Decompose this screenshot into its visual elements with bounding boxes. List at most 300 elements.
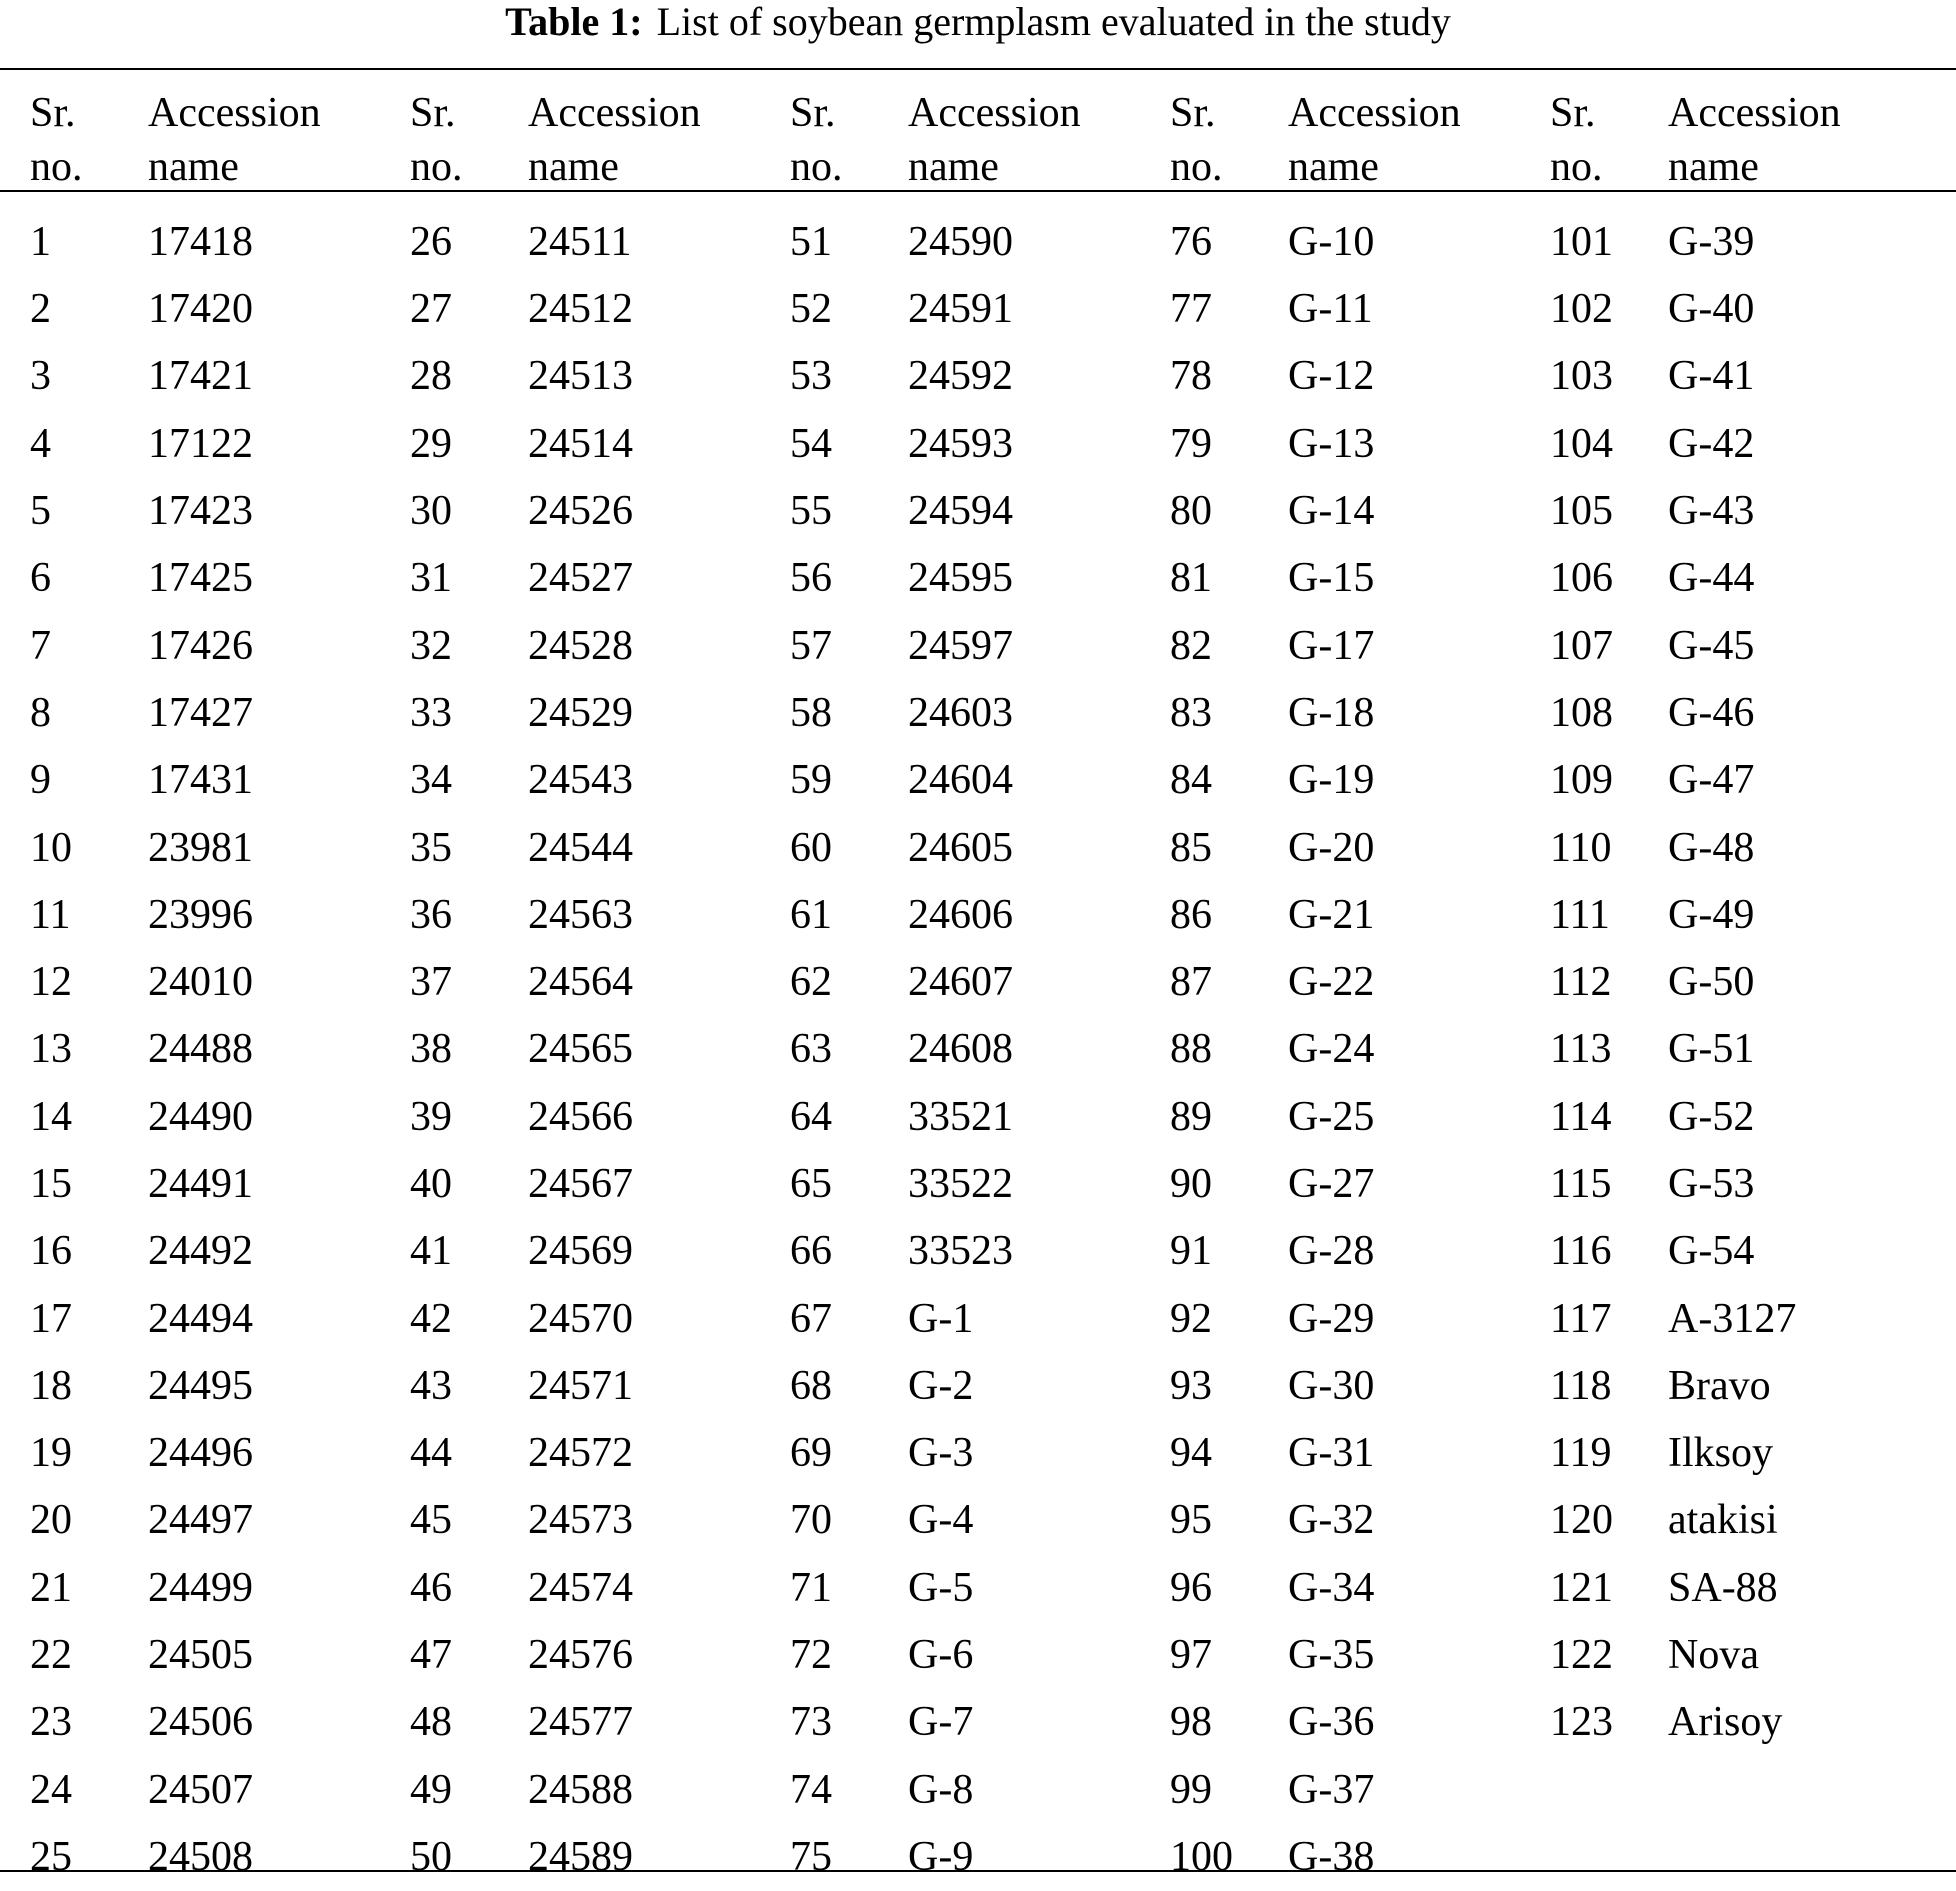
header-accession-name (880, 70, 1140, 194)
accession-name-cell: G-25 (1288, 1093, 1375, 1140)
accession-name-cell: 24593 (908, 420, 1013, 467)
sr-no-cell: 8 (30, 689, 51, 736)
table-header (0, 70, 1956, 194)
accession-name-cell: A-3127 (1668, 1295, 1797, 1342)
sr-no-cell: 32 (410, 622, 452, 669)
sr-no-cell: 102 (1550, 286, 1613, 333)
header-sr-line2: no. (410, 144, 463, 190)
sr-no-cell: 23 (30, 1699, 72, 1746)
header-sr-no (1140, 70, 1260, 194)
accession-name-cell: 23981 (148, 824, 253, 871)
sr-no-cell: 46 (410, 1564, 452, 1611)
sr-no-cell: 87 (1170, 959, 1212, 1006)
sr-no-cell: 95 (1170, 1497, 1212, 1544)
table-caption-label: Table 1: (505, 0, 643, 44)
header-acc-line2: name (528, 144, 619, 190)
table-caption (0, 0, 1956, 56)
accession-name-cell: Ilksoy (1668, 1430, 1773, 1477)
table-row (0, 882, 1956, 949)
accession-name-cell: 24512 (528, 286, 633, 333)
sr-no-cell: 68 (790, 1362, 832, 1409)
sr-no-cell: 99 (1170, 1766, 1212, 1813)
sr-no-cell: 113 (1550, 1026, 1612, 1073)
sr-no-cell: 93 (1170, 1362, 1212, 1409)
header-sr-line1: Sr. (1550, 90, 1596, 136)
sr-no-cell: 41 (410, 1228, 452, 1275)
table-row (0, 276, 1956, 343)
sr-no-cell: 40 (410, 1161, 452, 1207)
sr-no-cell: 51 (790, 218, 832, 265)
accession-name-cell: G-49 (1668, 891, 1755, 938)
sr-no-cell: 90 (1170, 1161, 1212, 1207)
sr-no-cell: 12 (30, 959, 72, 1006)
accession-name-cell: 24564 (528, 959, 633, 1006)
accession-name-cell: 24513 (528, 353, 633, 400)
sr-no-cell: 64 (790, 1093, 832, 1140)
accession-name-cell: 24607 (908, 959, 1013, 1006)
accession-name-cell: 24491 (148, 1161, 253, 1207)
sr-no-cell: 77 (1170, 286, 1212, 333)
sr-no-cell: 3 (30, 353, 51, 400)
sr-no-cell: 76 (1170, 218, 1212, 265)
sr-no-cell: 107 (1550, 622, 1613, 669)
accession-name-cell: 24565 (528, 1026, 633, 1073)
accession-name-cell: G-41 (1668, 353, 1755, 400)
accession-name-cell: 24494 (148, 1295, 253, 1342)
sr-no-cell: 75 (790, 1833, 832, 1880)
sr-no-cell: 34 (410, 757, 452, 804)
accession-name-cell: 24594 (908, 488, 1013, 535)
accession-name-cell: Arisoy (1668, 1699, 1783, 1746)
sr-no-cell: 13 (30, 1026, 72, 1073)
sr-no-cell: 17 (30, 1295, 72, 1342)
sr-no-cell: 84 (1170, 757, 1212, 804)
accession-name-cell: 24527 (528, 555, 633, 602)
table-row (0, 1016, 1956, 1083)
sr-no-cell: 57 (790, 622, 832, 669)
sr-no-cell: 94 (1170, 1430, 1212, 1477)
accession-name-cell: 24590 (908, 218, 1013, 265)
sr-no-cell: 100 (1170, 1833, 1233, 1880)
sr-no-cell: 25 (30, 1833, 72, 1880)
table-row (0, 1218, 1956, 1285)
header-sr-line1: Sr. (1170, 90, 1216, 136)
sr-no-cell: 65 (790, 1161, 832, 1207)
accession-name-cell: G-3 (908, 1430, 974, 1477)
sr-no-cell: 47 (410, 1632, 452, 1679)
accession-name-cell: 33522 (908, 1161, 1013, 1207)
accession-name-cell: G-42 (1668, 420, 1755, 467)
header-row (0, 70, 1956, 194)
accession-name-cell: G-13 (1288, 420, 1375, 467)
sr-no-cell (1520, 1757, 1640, 1824)
header-acc-line2: name (908, 144, 999, 190)
accession-name-cell: G-40 (1668, 286, 1755, 333)
accession-name-cell: 17425 (148, 555, 253, 602)
sr-no-cell: 2 (30, 286, 51, 333)
sr-no-cell: 28 (410, 353, 452, 400)
accession-name-cell: G-20 (1288, 824, 1375, 871)
accession-name-cell: G-43 (1668, 488, 1755, 535)
accession-name-cell: G-9 (908, 1833, 974, 1880)
sr-no-cell: 61 (790, 891, 832, 938)
sr-no-cell: 108 (1550, 689, 1613, 736)
sr-no-cell: 119 (1550, 1430, 1612, 1477)
sr-no-cell: 7 (30, 622, 51, 669)
sr-no-cell: 109 (1550, 757, 1613, 804)
table-row (0, 411, 1956, 478)
sr-no-cell: 44 (410, 1430, 452, 1477)
header-accession-name (120, 70, 380, 194)
table-row (0, 814, 1956, 881)
accession-name-cell: 17427 (148, 689, 253, 736)
accession-name-cell: atakisi (1668, 1497, 1778, 1544)
sr-no-cell: 22 (30, 1632, 72, 1679)
sr-no-cell: 31 (410, 555, 452, 602)
accession-name-cell: G-27 (1288, 1161, 1375, 1207)
accession-name-cell: G-18 (1288, 689, 1375, 736)
sr-no-cell: 69 (790, 1430, 832, 1477)
accession-name-cell: G-15 (1288, 555, 1375, 602)
accession-name-cell: G-45 (1668, 622, 1755, 669)
sr-no-cell: 91 (1170, 1228, 1212, 1275)
accession-name-cell: G-19 (1288, 757, 1375, 804)
header-sr-no (0, 70, 120, 194)
sr-no-cell: 97 (1170, 1632, 1212, 1679)
sr-no-cell: 71 (790, 1564, 832, 1611)
header-sr-no (760, 70, 880, 194)
accession-name-cell: 24591 (908, 286, 1013, 333)
accession-name-cell: 24495 (148, 1362, 253, 1409)
sr-no-cell: 55 (790, 488, 832, 535)
accession-name-cell: 24508 (148, 1833, 253, 1880)
table-row (0, 343, 1956, 410)
accession-name-cell: G-54 (1668, 1228, 1755, 1275)
sr-no-cell: 59 (790, 757, 832, 804)
accession-name-cell: G-44 (1668, 555, 1755, 602)
sr-no-cell: 101 (1550, 218, 1613, 265)
sr-no-cell: 9 (30, 757, 51, 804)
accession-name-cell: 24507 (148, 1766, 253, 1813)
accession-name-cell: 24544 (528, 824, 633, 871)
sr-no-cell: 83 (1170, 689, 1212, 736)
accession-name-cell: SA-88 (1668, 1564, 1778, 1611)
table-row (0, 1555, 1956, 1622)
sr-no-cell: 36 (410, 891, 452, 938)
sr-no-cell: 53 (790, 353, 832, 400)
header-acc-line2: name (1288, 144, 1379, 190)
sr-no-cell: 10 (30, 824, 72, 871)
sr-no-cell: 58 (790, 689, 832, 736)
accession-name-cell: G-52 (1668, 1093, 1755, 1140)
header-sr-line1: Sr. (410, 90, 456, 136)
accession-name-cell: 24526 (528, 488, 633, 535)
sr-no-cell: 122 (1550, 1632, 1613, 1679)
sr-no-cell: 38 (410, 1026, 452, 1073)
header-accession-name (1260, 70, 1520, 194)
accession-name-cell: 24529 (528, 689, 633, 736)
accession-name-cell: 24567 (528, 1161, 633, 1207)
accession-name-cell: 17431 (148, 757, 253, 804)
sr-no-cell: 11 (30, 891, 71, 938)
accession-name-cell: G-53 (1668, 1161, 1755, 1207)
accession-name-cell: 24574 (528, 1564, 633, 1611)
accession-name-cell: G-1 (908, 1295, 974, 1342)
sr-no-cell: 116 (1550, 1228, 1612, 1275)
accession-name-cell: 24572 (528, 1430, 633, 1477)
sr-no-cell: 85 (1170, 824, 1212, 871)
header-sr-line1: Sr. (30, 90, 76, 136)
header-sr-line1: Sr. (790, 90, 836, 136)
header-sr-line2: no. (30, 144, 83, 190)
accession-name-cell: 17421 (148, 353, 253, 400)
table-row (0, 1285, 1956, 1352)
table-row (0, 680, 1956, 747)
header-acc-line1: Accession (148, 90, 321, 136)
sr-no-cell: 24 (30, 1766, 72, 1813)
accession-name-cell: 17426 (148, 622, 253, 669)
sr-no-cell: 82 (1170, 622, 1212, 669)
accession-name-cell: Nova (1668, 1632, 1759, 1679)
sr-no-cell: 104 (1550, 420, 1613, 467)
accession-name-cell: 24563 (528, 891, 633, 938)
accession-name-cell: G-22 (1288, 959, 1375, 1006)
table-row (0, 1757, 1956, 1824)
sr-no-cell: 98 (1170, 1699, 1212, 1746)
accession-name-cell: G-7 (908, 1699, 974, 1746)
header-acc-line1: Accession (908, 90, 1081, 136)
sr-no-cell: 35 (410, 824, 452, 871)
sr-no-cell: 62 (790, 959, 832, 1006)
table-row (0, 194, 1956, 276)
sr-no-cell: 114 (1550, 1093, 1612, 1140)
accession-name-cell: 24543 (528, 757, 633, 804)
accession-name-cell: G-30 (1288, 1362, 1375, 1409)
sr-no-cell: 27 (410, 286, 452, 333)
table-row (0, 747, 1956, 814)
accession-name-cell: 24499 (148, 1564, 253, 1611)
header-acc-line2: name (1668, 144, 1759, 190)
sr-no-cell: 50 (410, 1833, 452, 1880)
accession-name-cell: G-17 (1288, 622, 1375, 669)
accession-name-cell: 24577 (528, 1699, 633, 1746)
sr-no-cell: 33 (410, 689, 452, 736)
accession-name-cell: G-38 (1288, 1833, 1375, 1880)
header-accession-name (1640, 70, 1956, 194)
accession-name-cell: Bravo (1668, 1362, 1771, 1409)
accession-name-cell: 24576 (528, 1632, 633, 1679)
header-acc-line1: Accession (1668, 90, 1841, 136)
accession-name-cell: G-24 (1288, 1026, 1375, 1073)
sr-no-cell: 112 (1550, 959, 1612, 1006)
table-caption-text: List of soybean germplasm evaluated in the study (656, 0, 1451, 44)
sr-no-cell: 56 (790, 555, 832, 602)
sr-no-cell: 123 (1550, 1699, 1613, 1746)
sr-no-cell: 92 (1170, 1295, 1212, 1342)
accession-name-cell: 24492 (148, 1228, 253, 1275)
accession-name-cell: G-4 (908, 1497, 974, 1544)
accession-name-cell (1640, 1757, 1956, 1824)
table-row (0, 1824, 1956, 1891)
sr-no-cell: 16 (30, 1228, 72, 1275)
sr-no-cell: 42 (410, 1295, 452, 1342)
accession-name-cell: G-36 (1288, 1699, 1375, 1746)
accession-name-cell: 24604 (908, 757, 1013, 804)
accession-name-cell: G-29 (1288, 1295, 1375, 1342)
accession-name-cell: 24490 (148, 1093, 253, 1140)
accession-name-cell: 24528 (528, 622, 633, 669)
accession-name-cell: G-12 (1288, 353, 1375, 400)
sr-no-cell: 110 (1550, 824, 1612, 871)
accession-name-cell: 24573 (528, 1497, 633, 1544)
sr-no-cell: 73 (790, 1699, 832, 1746)
accession-name-cell: G-37 (1288, 1766, 1375, 1813)
sr-no-cell: 121 (1550, 1564, 1613, 1611)
accession-name-cell: 24605 (908, 824, 1013, 871)
accession-name-cell: G-47 (1668, 757, 1755, 804)
sr-no-cell: 96 (1170, 1564, 1212, 1611)
sr-no-cell: 30 (410, 488, 452, 535)
germplasm-table (0, 70, 1956, 1891)
accession-name-cell: G-32 (1288, 1497, 1375, 1544)
sr-no-cell: 14 (30, 1093, 72, 1140)
accession-name-cell: G-10 (1288, 218, 1375, 265)
sr-no-cell: 117 (1550, 1295, 1612, 1342)
sr-no-cell: 5 (30, 488, 51, 535)
header-sr-line2: no. (1550, 144, 1603, 190)
sr-no-cell: 15 (30, 1161, 72, 1207)
accession-name-cell: 33523 (908, 1228, 1013, 1275)
accession-name-cell: 24608 (908, 1026, 1013, 1073)
accession-name-cell: 24514 (528, 420, 633, 467)
table-body (0, 194, 1956, 1891)
accession-name-cell: 24566 (528, 1093, 633, 1140)
accession-name-cell: 24497 (148, 1497, 253, 1544)
header-sr-line2: no. (790, 144, 843, 190)
sr-no-cell: 118 (1550, 1362, 1612, 1409)
sr-no-cell: 6 (30, 555, 51, 602)
table-row (0, 1420, 1956, 1487)
accession-name-cell: 24603 (908, 689, 1013, 736)
accession-name-cell: 24511 (528, 218, 632, 265)
table-row (0, 1689, 1956, 1756)
sr-no-cell: 26 (410, 218, 452, 265)
sr-no-cell: 74 (790, 1766, 832, 1813)
header-acc-line1: Accession (1288, 90, 1461, 136)
accession-name-cell: 24506 (148, 1699, 253, 1746)
accession-name-cell: G-6 (908, 1632, 974, 1679)
table-row (0, 1084, 1956, 1151)
accession-name-cell (1640, 1824, 1956, 1891)
header-sr-no (380, 70, 500, 194)
sr-no-cell: 86 (1170, 891, 1212, 938)
accession-name-cell: 24505 (148, 1632, 253, 1679)
sr-no-cell: 115 (1550, 1161, 1612, 1207)
sr-no-cell: 106 (1550, 555, 1613, 602)
sr-no-cell: 45 (410, 1497, 452, 1544)
accession-name-cell: G-31 (1288, 1430, 1375, 1477)
sr-no-cell: 103 (1550, 353, 1613, 400)
accession-name-cell: G-2 (908, 1362, 974, 1409)
sr-no-cell: 1 (30, 218, 51, 265)
accession-name-cell: 24606 (908, 891, 1013, 938)
accession-name-cell: G-21 (1288, 891, 1375, 938)
sr-no-cell: 66 (790, 1228, 832, 1275)
sr-no-cell: 49 (410, 1766, 452, 1813)
sr-no-cell: 43 (410, 1362, 452, 1409)
table-row (0, 1487, 1956, 1554)
sr-no-cell: 39 (410, 1093, 452, 1140)
sr-no-cell: 120 (1550, 1497, 1613, 1544)
accession-name-cell: 17423 (148, 488, 253, 535)
sr-no-cell: 21 (30, 1564, 72, 1611)
header-acc-line1: Accession (528, 90, 701, 136)
table-row (0, 949, 1956, 1016)
accession-name-cell: G-35 (1288, 1632, 1375, 1679)
accession-name-cell: G-50 (1668, 959, 1755, 1006)
table-row (0, 1151, 1956, 1218)
accession-name-cell: 24496 (148, 1430, 253, 1477)
table-row (0, 478, 1956, 545)
sr-no-cell: 79 (1170, 420, 1212, 467)
accession-name-cell: G-48 (1668, 824, 1755, 871)
sr-no-cell: 48 (410, 1699, 452, 1746)
sr-no-cell: 89 (1170, 1093, 1212, 1140)
sr-no-cell: 52 (790, 286, 832, 333)
sr-no-cell: 88 (1170, 1026, 1212, 1073)
accession-name-cell: G-46 (1668, 689, 1755, 736)
accession-name-cell: 24588 (528, 1766, 633, 1813)
header-sr-no (1520, 70, 1640, 194)
accession-name-cell: 24597 (908, 622, 1013, 669)
accession-name-cell: G-34 (1288, 1564, 1375, 1611)
accession-name-cell: 17420 (148, 286, 253, 333)
accession-name-cell: G-28 (1288, 1228, 1375, 1275)
sr-no-cell: 37 (410, 959, 452, 1006)
sr-no-cell: 111 (1550, 891, 1610, 938)
sr-no-cell: 4 (30, 420, 51, 467)
accession-name-cell: 24592 (908, 353, 1013, 400)
sr-no-cell: 72 (790, 1632, 832, 1679)
accession-name-cell: G-5 (908, 1564, 974, 1611)
table-row (0, 545, 1956, 612)
accession-name-cell: 24571 (528, 1362, 633, 1409)
table-row (0, 1353, 1956, 1420)
sr-no-cell: 67 (790, 1295, 832, 1342)
header-acc-line2: name (148, 144, 239, 190)
sr-no-cell: 81 (1170, 555, 1212, 602)
accession-name-cell: 23996 (148, 891, 253, 938)
sr-no-cell: 29 (410, 420, 452, 467)
table-row (0, 1622, 1956, 1689)
sr-no-cell: 78 (1170, 353, 1212, 400)
sr-no-cell: 54 (790, 420, 832, 467)
accession-name-cell: 24569 (528, 1228, 633, 1275)
accession-name-cell: 24488 (148, 1026, 253, 1073)
accession-name-cell: 24010 (148, 959, 253, 1006)
accession-name-cell: G-11 (1288, 286, 1373, 333)
accession-name-cell: 24589 (528, 1833, 633, 1880)
accession-name-cell: G-8 (908, 1766, 974, 1813)
accession-name-cell: 24570 (528, 1295, 633, 1342)
accession-name-cell: G-39 (1668, 218, 1755, 265)
accession-name-cell: G-51 (1668, 1026, 1755, 1073)
sr-no-cell: 18 (30, 1362, 72, 1409)
accession-name-cell: 17122 (148, 420, 253, 467)
accession-name-cell: 24595 (908, 555, 1013, 602)
header-sr-line2: no. (1170, 144, 1223, 190)
sr-no-cell: 63 (790, 1026, 832, 1073)
